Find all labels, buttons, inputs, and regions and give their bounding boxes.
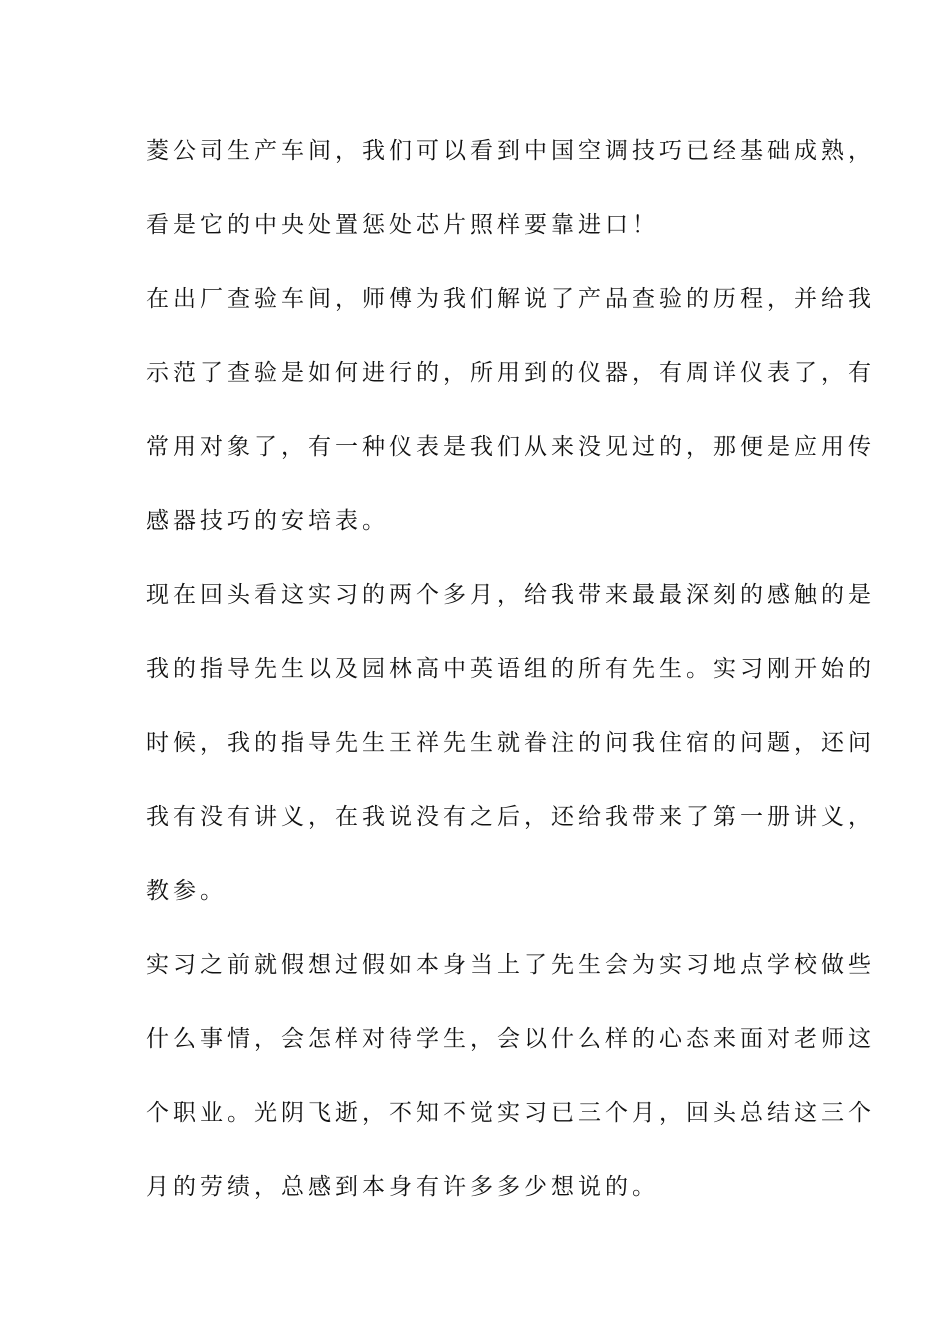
text-line-3: 在出厂查验车间，师傅为我们解说了产品查验的历程，并给我 [146,286,875,312]
text-line-10: 我有没有讲义，在我说没有之后，还给我带来了第一册讲义， [146,804,875,830]
text-line-5: 常用对象了，有一种仪表是我们从来没见过的，那便是应用传 [146,434,875,460]
text-line-14: 个职业。光阴飞逝，不知不觉实习已三个月，回头总结这三个 [146,1100,875,1126]
text-line-15: 月的劳绩，总感到本身有许多多少想说的。 [146,1174,659,1200]
text-line-12: 实习之前就假想过假如本身当上了先生会为实习地点学校做些 [146,952,875,978]
text-line-8: 我的指导先生以及园林高中英语组的所有先生。实习刚开始的 [146,656,875,682]
text-line-7: 现在回头看这实习的两个多月，给我带来最最深刻的感触的是 [146,582,875,608]
text-line-1: 菱公司生产车间，我们可以看到中国空调技巧已经基础成熟， [146,138,875,164]
text-line-6: 感器技巧的安培表。 [146,508,389,534]
document-body [146,128,875,1238]
text-line-2: 看是它的中央处置惩处芯片照样要靠进口！ [146,212,659,238]
text-line-4: 示范了查验是如何进行的，所用到的仪器，有周详仪表了，有 [146,360,875,386]
text-line-11: 教参。 [146,878,227,904]
text-line-9: 时候，我的指导先生王祥先生就眷注的问我住宿的问题，还问 [146,730,875,756]
text-line-13: 什么事情，会怎样对待学生，会以什么样的心态来面对老师这 [146,1026,875,1052]
